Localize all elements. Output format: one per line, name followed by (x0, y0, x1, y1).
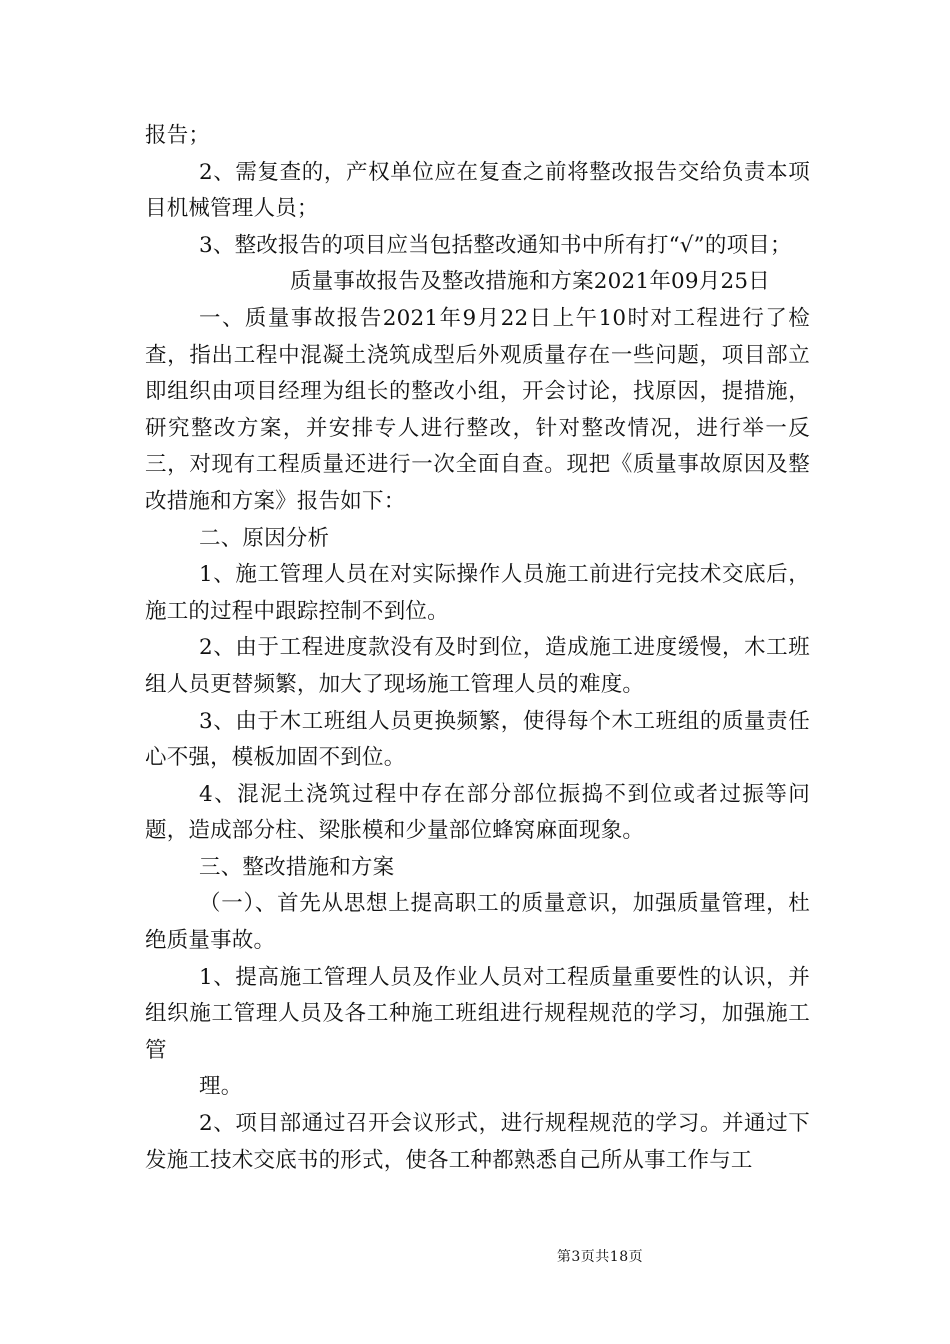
paragraph-3: 3、整改报告的项目应当包括整改通知书中所有打“√”的项目； (199, 232, 792, 258)
section-heading: 质量事故报告及整改措施和方案2021年09月25日 (290, 269, 770, 295)
paragraph-11: 三、整改措施和方案 (199, 854, 395, 880)
paragraph-6: 二、原因分析 (199, 525, 330, 551)
paragraph-14: 理。 (199, 1074, 243, 1100)
paragraph-7: 1、施工管理人员在对实际操作人员施工前进行完技术交底后，施工的过程中跟踪控制不到位。 (145, 562, 810, 624)
paragraph-13: 1、提高施工管理人员及作业人员对工程质量重要性的认识，并组织施工管理人员及各工种施工班组进行规程规范的学习，加强施工管 (145, 964, 810, 1063)
paragraph-1: 报告； (145, 123, 211, 148)
paragraph-2: 2、需复查的，产权单位应在复查之前将整改报告交给负责本项目机械管理人员； (145, 159, 810, 222)
page-number-footer: 第3页共18页 (556, 1249, 644, 1265)
paragraph-10: 4、混泥土浇筑过程中存在部分部位振捣不到位或者过振等问题，造成部分柱、梁胀模和少量部位蜂窝麻面现象。 (145, 781, 810, 844)
document-body (145, 118, 810, 1179)
paragraph-12: （一）、首先从思想上提高职工的质量意识，加强质量管理，杜绝质量事故。 (145, 891, 810, 954)
paragraph-15: 2、项目部通过召开会议形式，进行规程规范的学习。并通过下发施工技术交底书的形式，使各工种都熟悉自己所从事工作与工 (145, 1111, 810, 1173)
paragraph-5: 一、质量事故报告2021年9月22日上午10时对工程进行了检查，指出工程中混凝土浇筑成型后外观质量存在一些问题，项目部立即组织由项目经理为组长的整改小组，开会讨论，找原因，提措施，研究整改方案，并安排专人进行整改，针对整改情况，进行举一反三，对现有工程质量还进行一次全面自查。现把《质量事故原因及整改措施和方案》报告如下： (145, 305, 810, 514)
paragraph-9: 3、由于木工班组人员更换频繁，使得每个木工班组的质量责任心不强，模板加固不到位。 (145, 708, 810, 771)
paragraph-8: 2、由于工程进度款没有及时到位，造成施工进度缓慢，木工班组人员更替频繁，加大了现场施工管理人员的难度。 (145, 635, 810, 697)
